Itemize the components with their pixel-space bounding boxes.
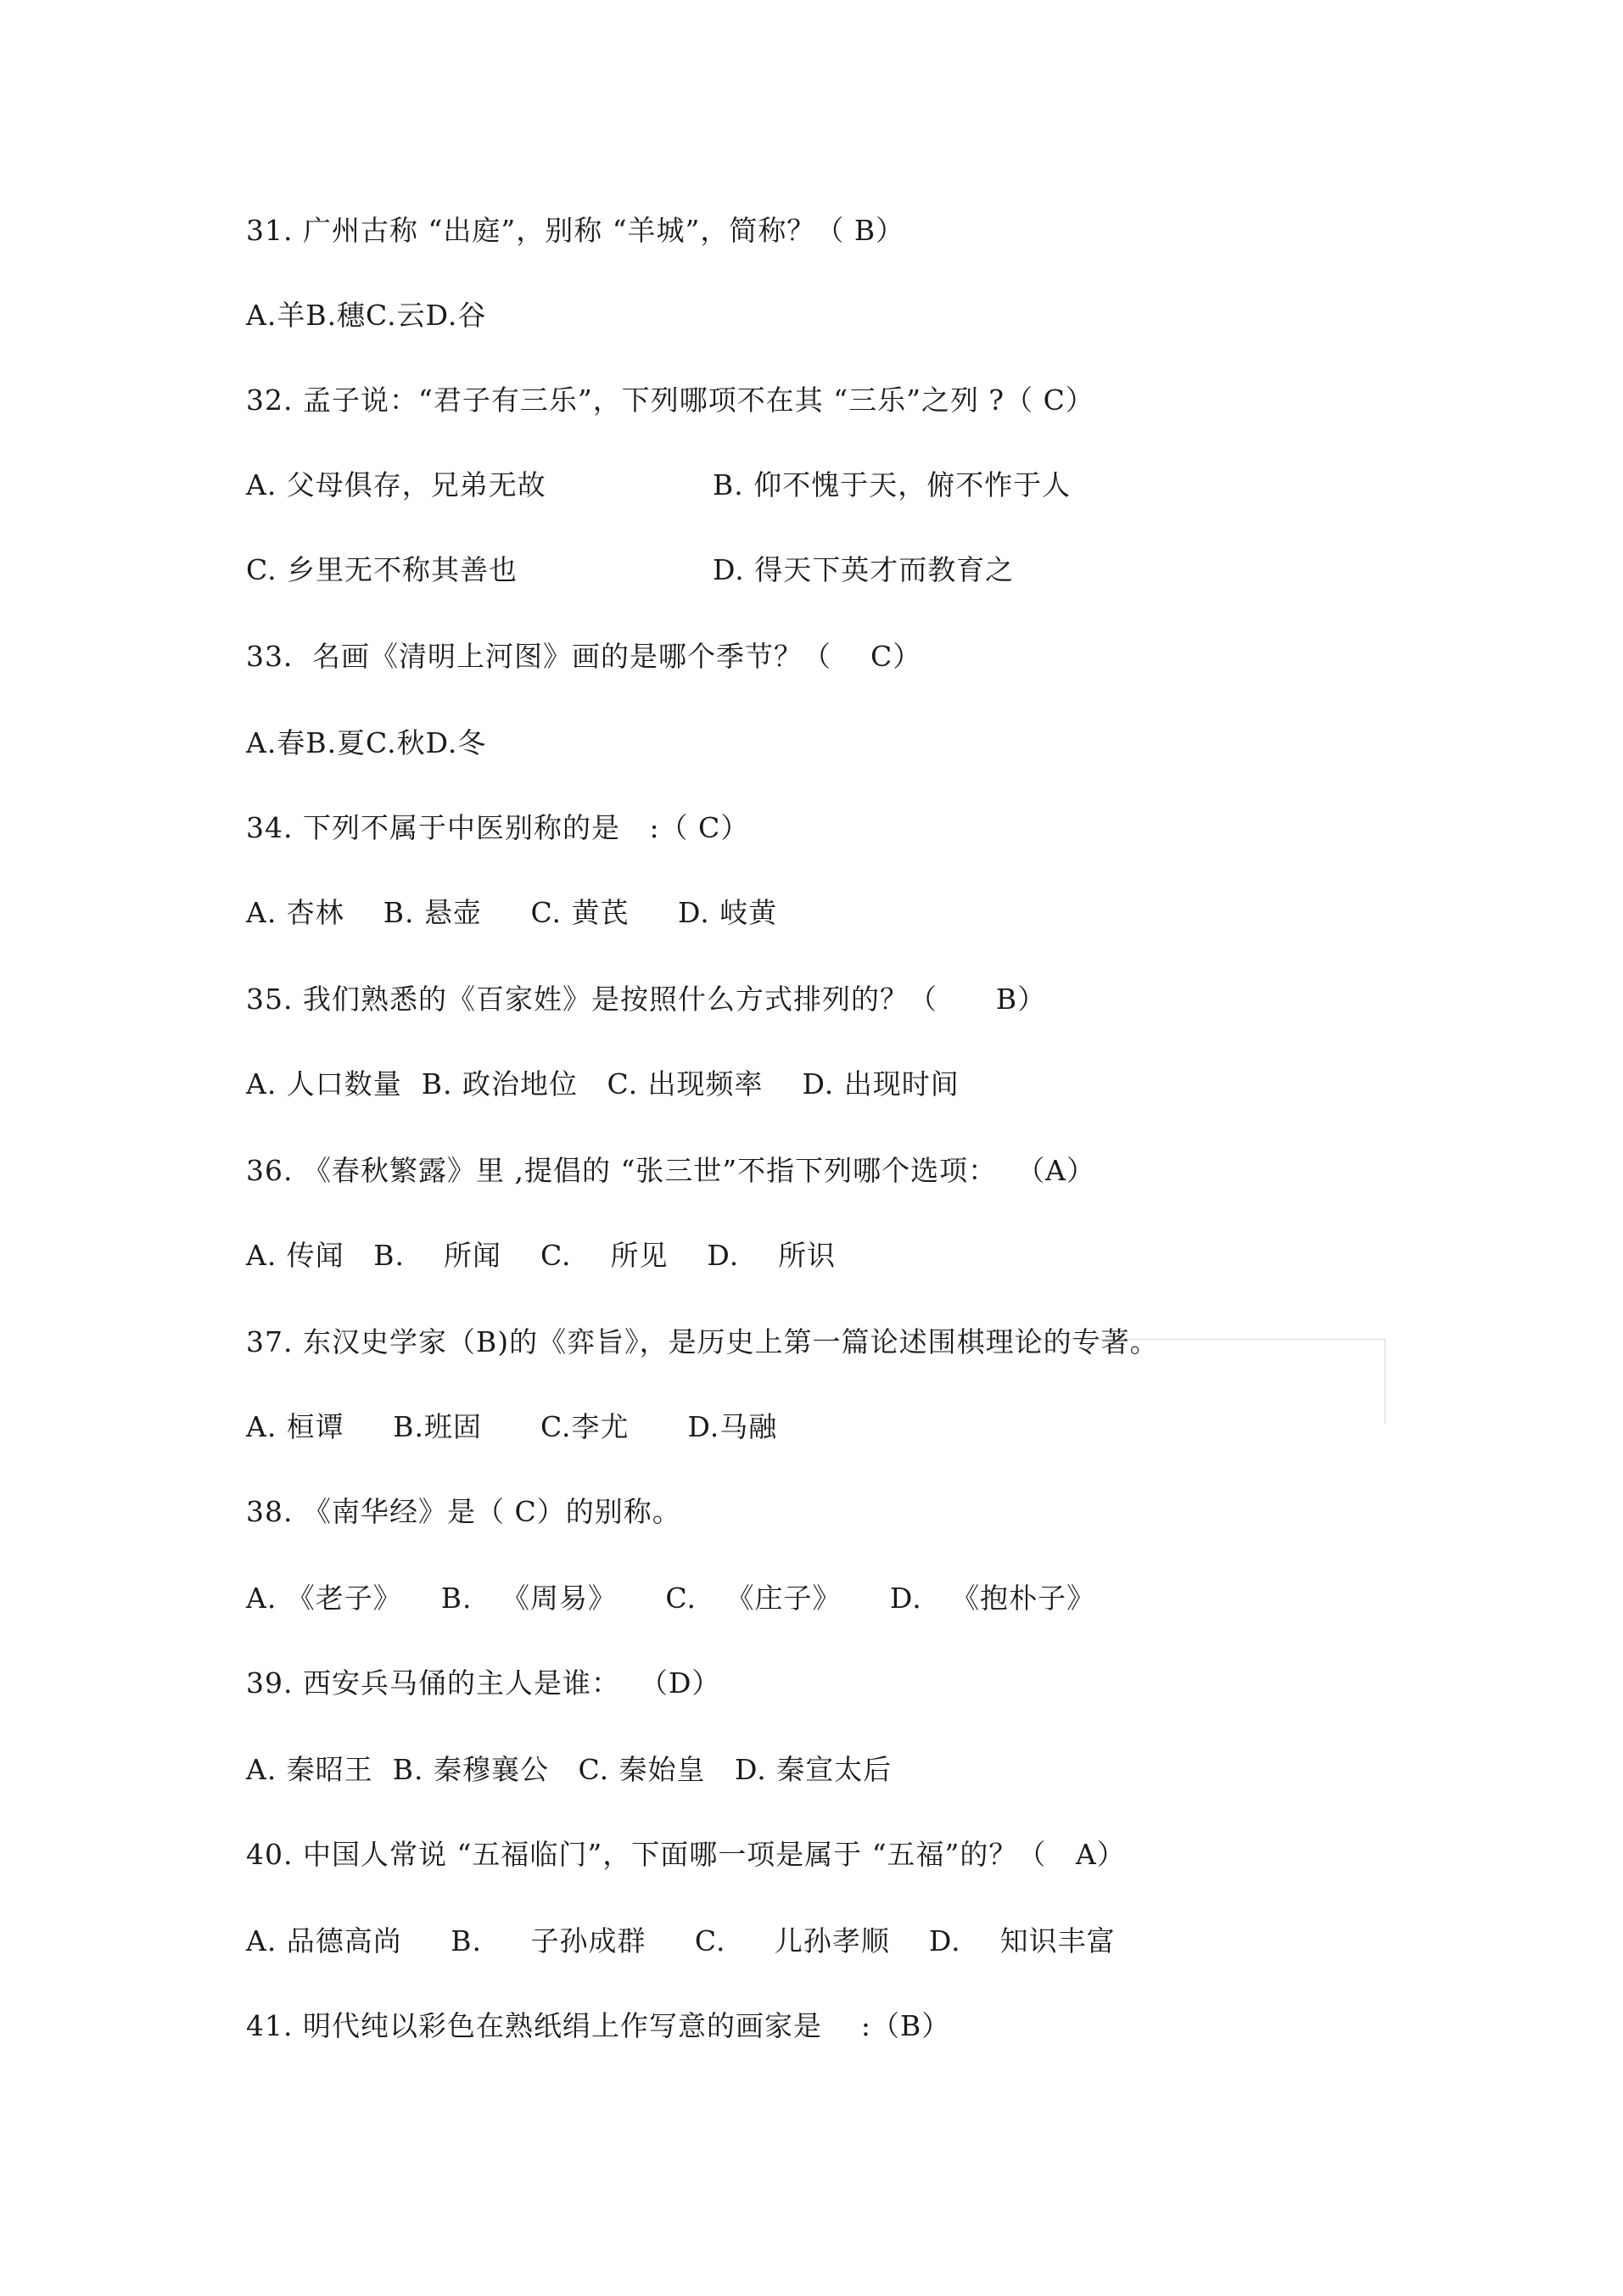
question-37-options: A. 桓谭 B.班固 C.李尤 D.马融 — [246, 1410, 778, 1443]
question-32-option-a: A. 父母俱存，兄弟无故 — [246, 468, 546, 501]
question-35-options: A. 人口数量 B. 政治地位 C. 出现频率 D. 出现时间 — [246, 1067, 960, 1100]
question-34: 34. 下列不属于中医别称的是 :（ C） — [246, 811, 750, 844]
question-36-options: A. 传闻 B. 所闻 C. 所见 D. 所识 — [246, 1239, 837, 1272]
question-39: 39. 西安兵马俑的主人是谁： （D） — [246, 1666, 721, 1700]
question-34-options: A. 杏林 B. 悬壶 C. 黄芪 D. 岐黄 — [246, 896, 778, 929]
question-32-option-c: C. 乡里无不称其善也 — [246, 553, 518, 586]
question-33: 33．名画《清明上河图》画的是哪个季节？（ C） — [246, 640, 922, 673]
question-32: 32. 孟子说：“君子有三乐”，下列哪项不在其 “三乐”之列 ?（ C） — [246, 384, 1094, 417]
question-39-options: A. 秦昭王 B. 秦穆襄公 C. 秦始皇 D. 秦宣太后 — [246, 1753, 893, 1786]
question-32-option-b: B. 仰不愧于天，俯不怍于人 — [713, 468, 1072, 501]
question-37: 37. 东汉史学家（B)的《弈旨》，是历史上第一篇论述围棋理论的专著。 — [246, 1325, 1159, 1358]
question-40-options: A. 品德高尚 B. 子孙成群 C. 儿孙孝顺 D. 知识丰富 — [246, 1924, 1116, 1957]
question-33-options: A.春B.夏C.秋D.冬 — [246, 726, 487, 759]
question-38-options: A. 《老子》 B. 《周易》 C. 《庄子》 D. 《抱朴子》 — [246, 1582, 1096, 1615]
question-32-option-d: D. 得天下英才而教育之 — [713, 553, 1015, 586]
question-41: 41. 明代纯以彩色在熟纸绢上作写意的画家是 :（B） — [246, 2009, 951, 2042]
question-31-options: A.羊B.穗C.云D.谷 — [246, 299, 487, 332]
question-35: 35. 我们熟悉的《百家姓》是按照什么方式排列的？（ B） — [246, 983, 1047, 1016]
question-40: 40. 中国人常说 “五福临门”，下面哪一项是属于 “五福”的？（ A） — [246, 1838, 1126, 1871]
question-31: 31. 广州古称 “出庭”，别称 “羊城”，简称？（ B） — [246, 214, 905, 247]
question-36: 36. 《春秋繁露》里 ,提倡的 “张三世”不指下列哪个选项： （A） — [246, 1154, 1095, 1187]
question-38: 38. 《南华经》是（ C）的别称。 — [246, 1495, 681, 1528]
